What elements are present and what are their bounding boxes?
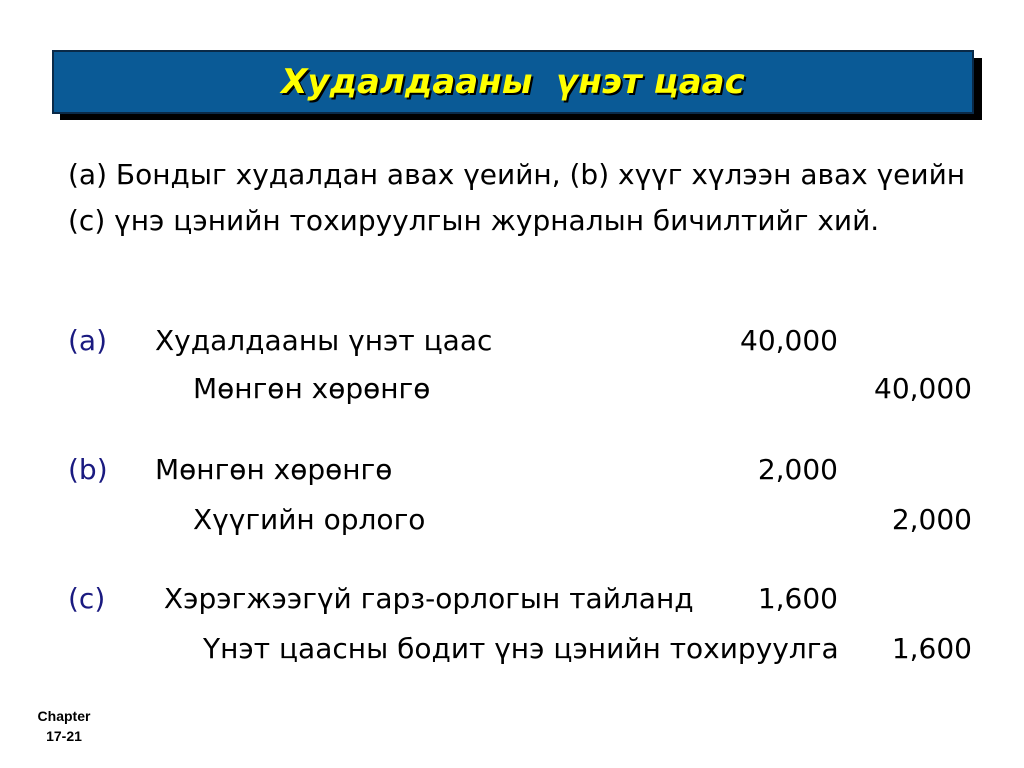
entry-b-debit-account: Мөнгөн хөрөнгө	[155, 453, 393, 486]
chapter-footer	[28, 706, 100, 746]
entry-c-credit-amount: 1,600	[891, 632, 972, 665]
entry-a-label: (a)	[68, 324, 108, 357]
page-number: 17-21	[46, 728, 82, 744]
entry-a-debit-account: Худалдааны үнэт цаас	[155, 324, 493, 357]
entry-c-debit-account: Хэрэгжээгүй гарз-орлогын тайланд	[155, 582, 694, 615]
entry-c-debit-amount: 1,600	[757, 582, 838, 615]
entry-c-label: (c)	[68, 582, 106, 615]
title-banner	[52, 50, 974, 114]
entry-b-debit-amount: 2,000	[757, 453, 838, 486]
slide-title: Худалдааны үнэт цаас	[281, 62, 745, 102]
entry-b-credit-amount: 2,000	[891, 503, 972, 536]
entry-a-debit-amount: 40,000	[740, 324, 838, 357]
problem-statement: (a) Бондыг худалдан авах үеийн, (b) хүүг хүлээн авах үеийн (c) үнэ цэнийн тохируулгын журналын бичилтийг хий.	[68, 158, 966, 237]
chapter-label: Chapter	[37, 708, 91, 724]
entry-a-credit-amount: 40,000	[874, 372, 972, 405]
entry-b-credit-account: Хүүгийн орлого	[193, 503, 426, 536]
entry-b-label: (b)	[68, 453, 108, 486]
entry-a-credit-account: Мөнгөн хөрөнгө	[193, 372, 431, 405]
entry-c-credit-account: Үнэт цаасны бодит үнэ цэнийн тохируулга	[203, 632, 839, 665]
